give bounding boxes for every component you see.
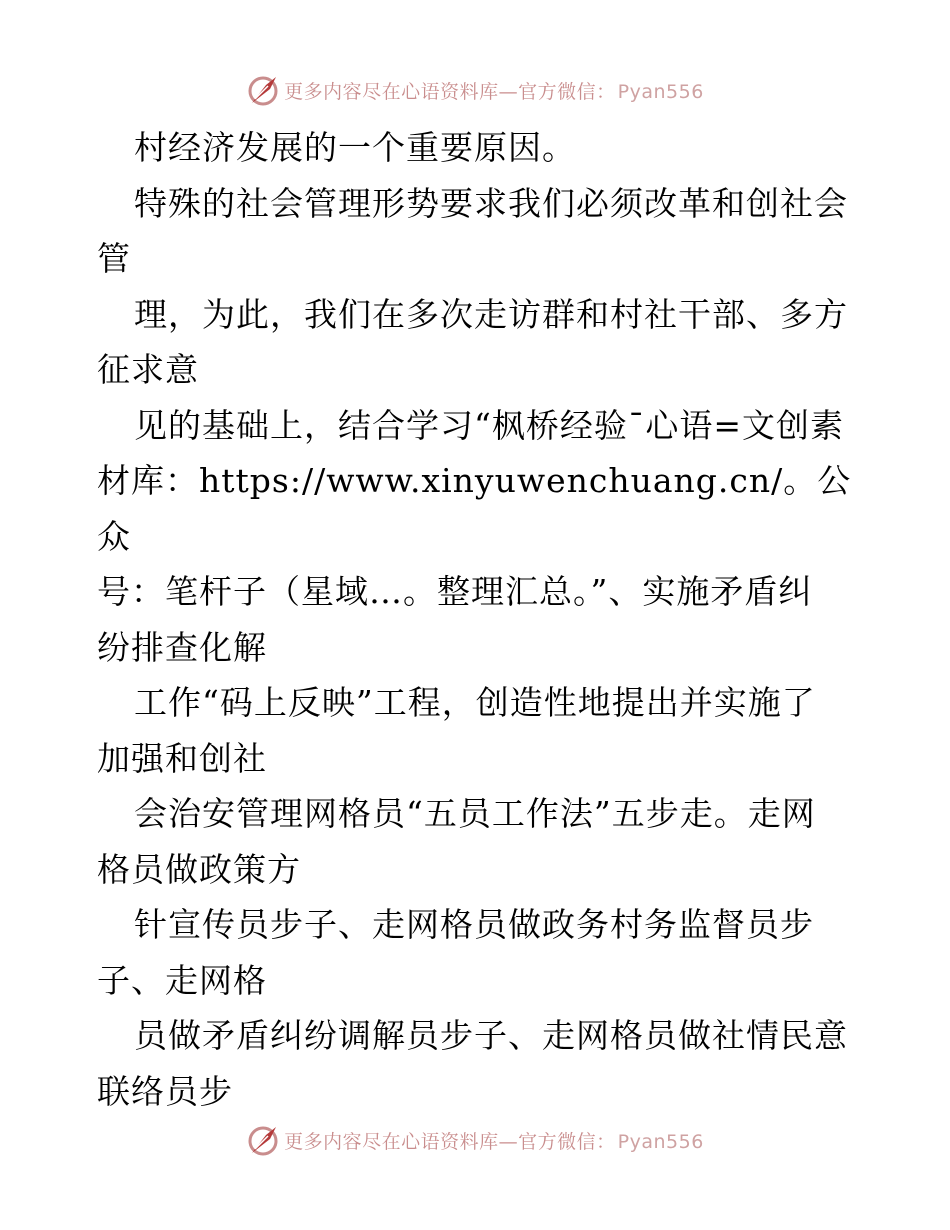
quill-logo-icon (246, 73, 280, 107)
text-line: 村经济发展的一个重要原因。 (134, 128, 576, 167)
text-line: 号：笔杆子（星域…。整理汇总。”、实施矛盾纠 (97, 572, 813, 611)
text-line: 工作“码上反映”工程，创造性地提出并实施了 (134, 683, 816, 722)
text-line: 管 (97, 239, 131, 278)
text-line: 子、走网格 (97, 960, 267, 1000)
text-line: 材库：https://www.xinyuwenchuang.cn/。公众 (97, 461, 852, 556)
text-line: 员做矛盾纠纷调解员步子、走网格员做社情民意 (134, 1016, 848, 1055)
text-line: 纷排查化解 (97, 627, 267, 667)
watermark-wechat-id: Pyan556 (617, 80, 704, 103)
watermark-label (284, 77, 704, 104)
text-line: 格员做政策方 (97, 849, 301, 889)
text-line: 加强和创社 (97, 738, 267, 778)
watermark-wechat-id: Pyan556 (617, 1130, 704, 1153)
quill-logo-icon (246, 1123, 280, 1157)
text-line: 征求意 (97, 350, 199, 389)
text-line: 特殊的社会管理形势要求我们必须改革和创社会 (134, 183, 848, 223)
text-line: 联络员步 (97, 1071, 233, 1111)
text-line: 理，为此，我们在多次走访群和村社干部、多方 (134, 294, 848, 334)
watermark-text: 更多内容尽在心语资料库—官方微信： (284, 1130, 616, 1153)
text-line: 见的基础上，结合学习“枫桥经验¯心语=文创素 (134, 405, 845, 445)
document-body (97, 120, 857, 1119)
watermark-label (284, 1127, 704, 1154)
footer-watermark (0, 1122, 950, 1158)
text-line: 针宣传员步子、走网格员做政务村务监督员步 (134, 905, 814, 944)
text-line: 会治安管理网格员“五员工作法”五步走。走网 (134, 794, 816, 833)
header-watermark (0, 72, 950, 108)
watermark-text: 更多内容尽在心语资料库—官方微信： (284, 80, 616, 103)
